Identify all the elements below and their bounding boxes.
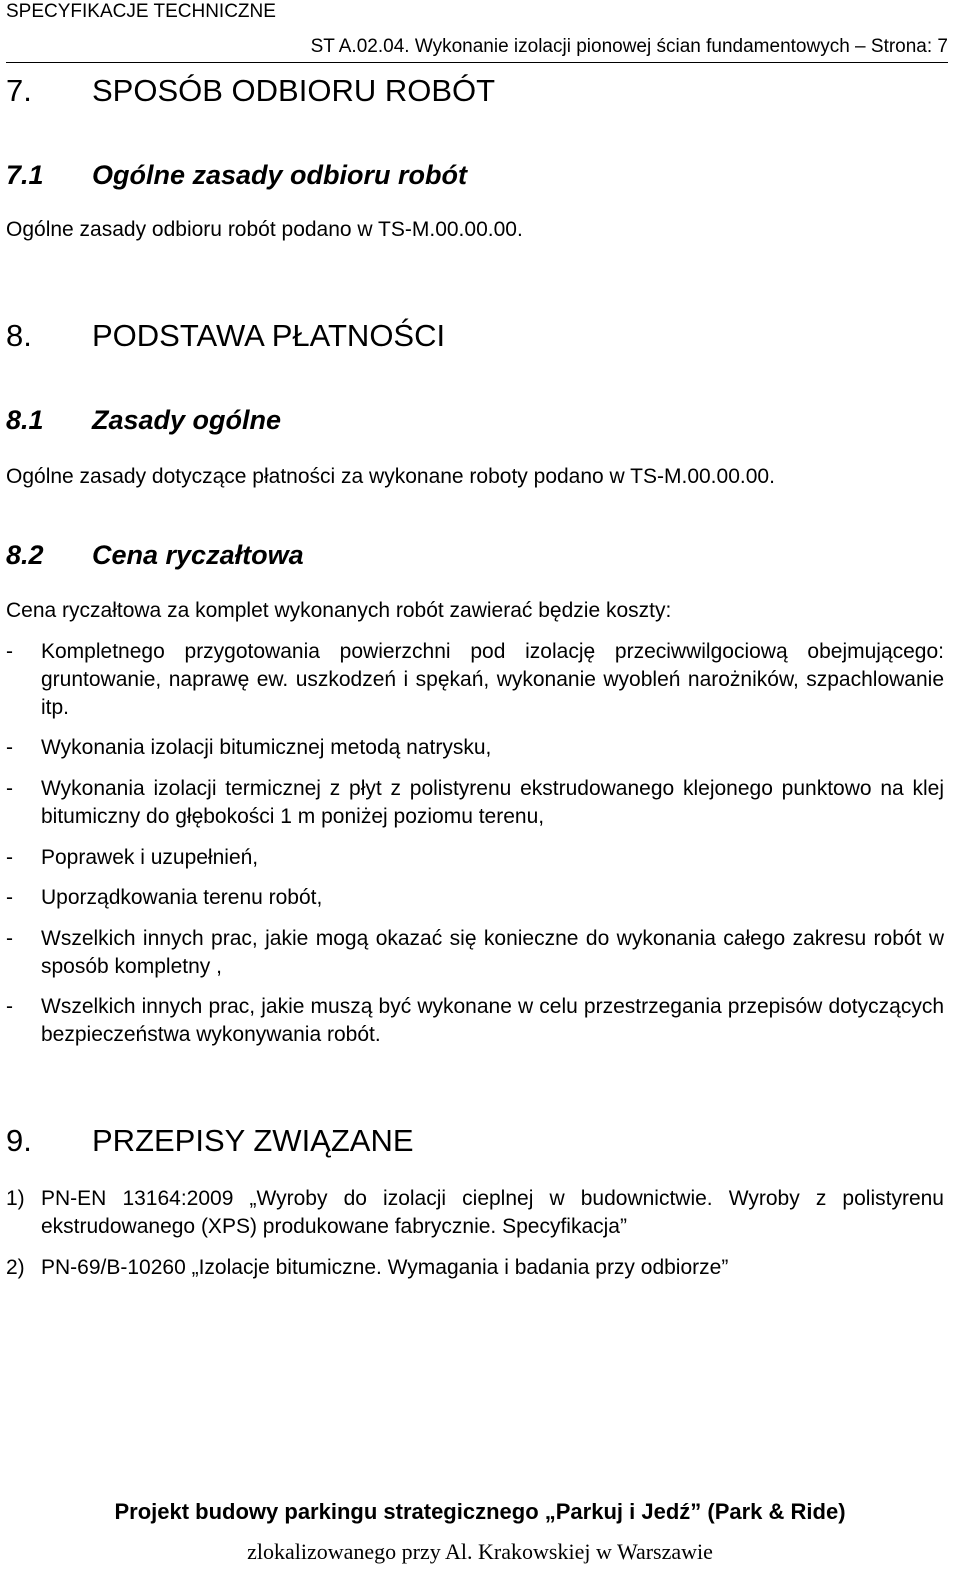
list-item-text: Kompletnego przygotowania powierzchni pod izolację przeciwwilgociową obejmującego: gruntowanie, naprawę ew. uszkodzeń i spękań, wykonanie wyobleń narożników, szpachlowanie itp. <box>41 640 944 719</box>
list-marker: - <box>6 736 13 759</box>
section-title: SPOSÓB ODBIORU ROBÓT <box>92 73 496 108</box>
subsection-number: 8.2 <box>6 540 44 570</box>
list-item <box>6 925 944 981</box>
reference-item <box>6 1254 944 1282</box>
list-item-text: Wykonania izolacji bitumicznej metodą natrysku, <box>41 736 492 759</box>
list-item-text: Wszelkich innych prac, jakie muszą być wykonane w celu przestrzegania przepisów dotyczących bezpieczeństwa wykonywania robót. <box>41 995 944 1046</box>
section-7-heading <box>6 73 495 109</box>
section-number: 7. <box>6 73 32 108</box>
subsection-number: 8.1 <box>6 405 44 435</box>
section-number: 8. <box>6 318 32 353</box>
list-item <box>6 775 944 831</box>
list-marker: - <box>6 995 13 1018</box>
list-marker: - <box>6 777 13 800</box>
reference-text: PN-EN 13164:2009 „Wyroby do izolacji cieplnej w budownictwie. Wyroby z polistyrenu ekstrudowanego (XPS) produkowane fabrycznie. Specyfikacja” <box>41 1187 944 1238</box>
footer-project-title: Projekt budowy parkingu strategicznego „Parkuj i Jedź” (Park & Ride) <box>114 1499 846 1524</box>
section-8-1-text: Ogólne zasady dotyczące płatności za wykonane roboty podano w TS-M.00.00.00. <box>6 465 775 488</box>
section-8-2-heading <box>6 539 304 571</box>
subsection-title: Ogólne zasady odbioru robót <box>92 160 468 190</box>
list-item-text: Uporządkowania terenu robót, <box>41 886 323 909</box>
header-subtitle: ST A.02.04. Wykonanie izolacji pionowej ścian fundamentowych – Strona: 7 <box>310 36 948 57</box>
section-title: PRZEPISY ZWIĄZANE <box>92 1123 414 1158</box>
reference-number: 1) <box>6 1187 25 1210</box>
list-marker: - <box>6 846 13 869</box>
subsection-title: Zasady ogólne <box>92 405 282 435</box>
header-divider <box>6 62 948 63</box>
list-item <box>6 884 944 912</box>
list-marker: - <box>6 927 13 950</box>
list-item-text: Wszelkich innych prac, jakie mogą okazać się konieczne do wykonania całego zakresu robót w sposób kompletny , <box>41 927 944 978</box>
list-item <box>6 844 944 872</box>
reference-item <box>6 1185 944 1241</box>
section-8-1-heading <box>6 404 281 436</box>
footer-location: zlokalizowanego przy Al. Krakowskiej w Warszawie <box>247 1539 713 1564</box>
section-9-heading <box>6 1123 414 1159</box>
section-8-2-intro: Cena ryczałtowa za komplet wykonanych robót zawierać będzie koszty: <box>6 599 672 622</box>
section-7-1-heading <box>6 159 467 191</box>
list-marker: - <box>6 886 13 909</box>
list-item-text: Poprawek i uzupełnień, <box>41 846 259 869</box>
subsection-title: Cena ryczałtowa <box>92 540 304 570</box>
subsection-number: 7.1 <box>6 160 44 190</box>
spec-title: SPECYFIKACJE TECHNICZNE <box>6 1 276 22</box>
section-7-1-text: Ogólne zasady odbioru robót podano w TS-M.00.00.00. <box>6 218 523 241</box>
section-8-heading <box>6 318 445 354</box>
reference-number: 2) <box>6 1256 25 1279</box>
list-item <box>6 734 944 762</box>
section-number: 9. <box>6 1123 32 1158</box>
list-item-text: Wykonania izolacji termicznej z płyt z polistyrenu ekstrudowanego klejonego punktowo na klej bitumiczny do głębokości 1 m poniżej poziomu terenu, <box>41 777 944 828</box>
list-item <box>6 993 944 1049</box>
reference-text: PN-69/B-10260 „Izolacje bitumiczne. Wymagania i badania przy odbiorze” <box>41 1256 729 1279</box>
list-item <box>6 638 944 722</box>
list-marker: - <box>6 640 13 663</box>
section-title: PODSTAWA PŁATNOŚCI <box>92 318 446 353</box>
